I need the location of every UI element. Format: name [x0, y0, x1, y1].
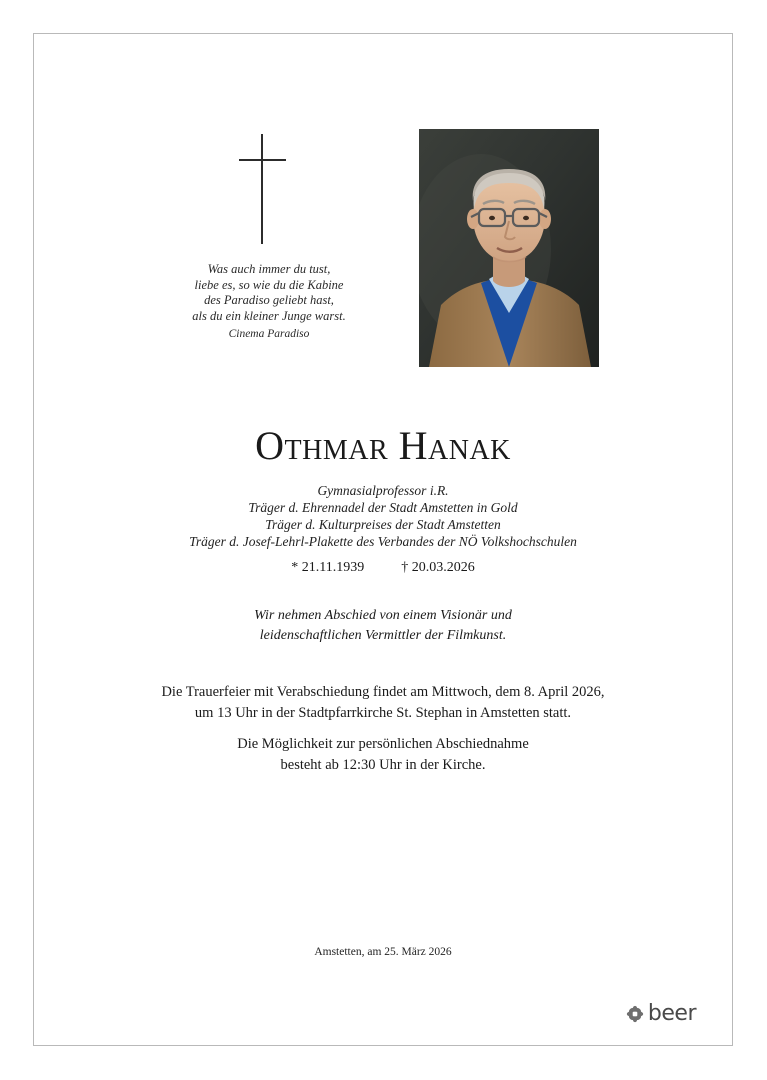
deceased-name: Othmar Hanak	[255, 423, 511, 468]
portrait-illustration	[419, 129, 599, 367]
tribute-line: leidenschaftlichen Vermittler der Filmkunst.	[259, 628, 507, 643]
logo-text: beer	[647, 1001, 696, 1026]
memorial-quote	[144, 262, 394, 324]
cross-horizontal-bar	[239, 159, 286, 161]
death-date: † 20.03.2026	[401, 560, 475, 575]
ceremony-line: Die Trauerfeier mit Verabschiedung findet am Mittwoch, dem 8. April 2026,	[161, 684, 605, 700]
funeral-home-logo	[626, 1003, 696, 1025]
quote-line: liebe es, so wie du die Kabine	[194, 277, 344, 292]
quote-line: des Paradiso geliebt hast,	[204, 293, 334, 307]
viewing-line: besteht ab 12:30 Uhr in der Kirche.	[280, 757, 486, 773]
place-and-date: Amstetten, am 25. März 2026	[314, 946, 452, 958]
birth-date: * 21.11.1939	[291, 560, 365, 575]
flower-icon	[626, 1005, 644, 1023]
quote-source: Cinema Paradiso	[228, 328, 310, 340]
tribute-line: Wir nehmen Abschied von einem Visionär und	[254, 608, 512, 623]
quote-line: Was auch immer du tust,	[207, 262, 331, 276]
honor-item: Träger d. Ehrennadel der Stadt Amstetten in Gold	[248, 500, 518, 515]
ceremony-line: um 13 Uhr in der Stadtpfarrkirche St. Stephan in Amstetten statt.	[194, 705, 572, 721]
honors-list	[34, 482, 732, 550]
cross-vertical-bar	[261, 134, 263, 244]
honor-item: Träger d. Josef-Lehrl-Plakette des Verbandes der NÖ Volkshochschulen	[189, 534, 577, 549]
portrait-photo	[419, 129, 599, 367]
viewing-details	[34, 734, 732, 776]
honor-item: Gymnasialprofessor i.R.	[317, 483, 449, 498]
honor-item: Träger d. Kulturpreises der Stadt Amstetten	[265, 517, 501, 532]
ceremony-details	[34, 682, 732, 724]
viewing-line: Die Möglichkeit zur persönlichen Abschiednahme	[237, 736, 529, 752]
tribute-text	[34, 606, 732, 646]
obituary-card	[33, 33, 733, 1046]
quote-line: als du ein kleiner Junge warst.	[192, 308, 346, 323]
latin-cross-icon	[232, 134, 292, 244]
life-dates	[34, 560, 732, 576]
obituary-content	[34, 34, 732, 1045]
